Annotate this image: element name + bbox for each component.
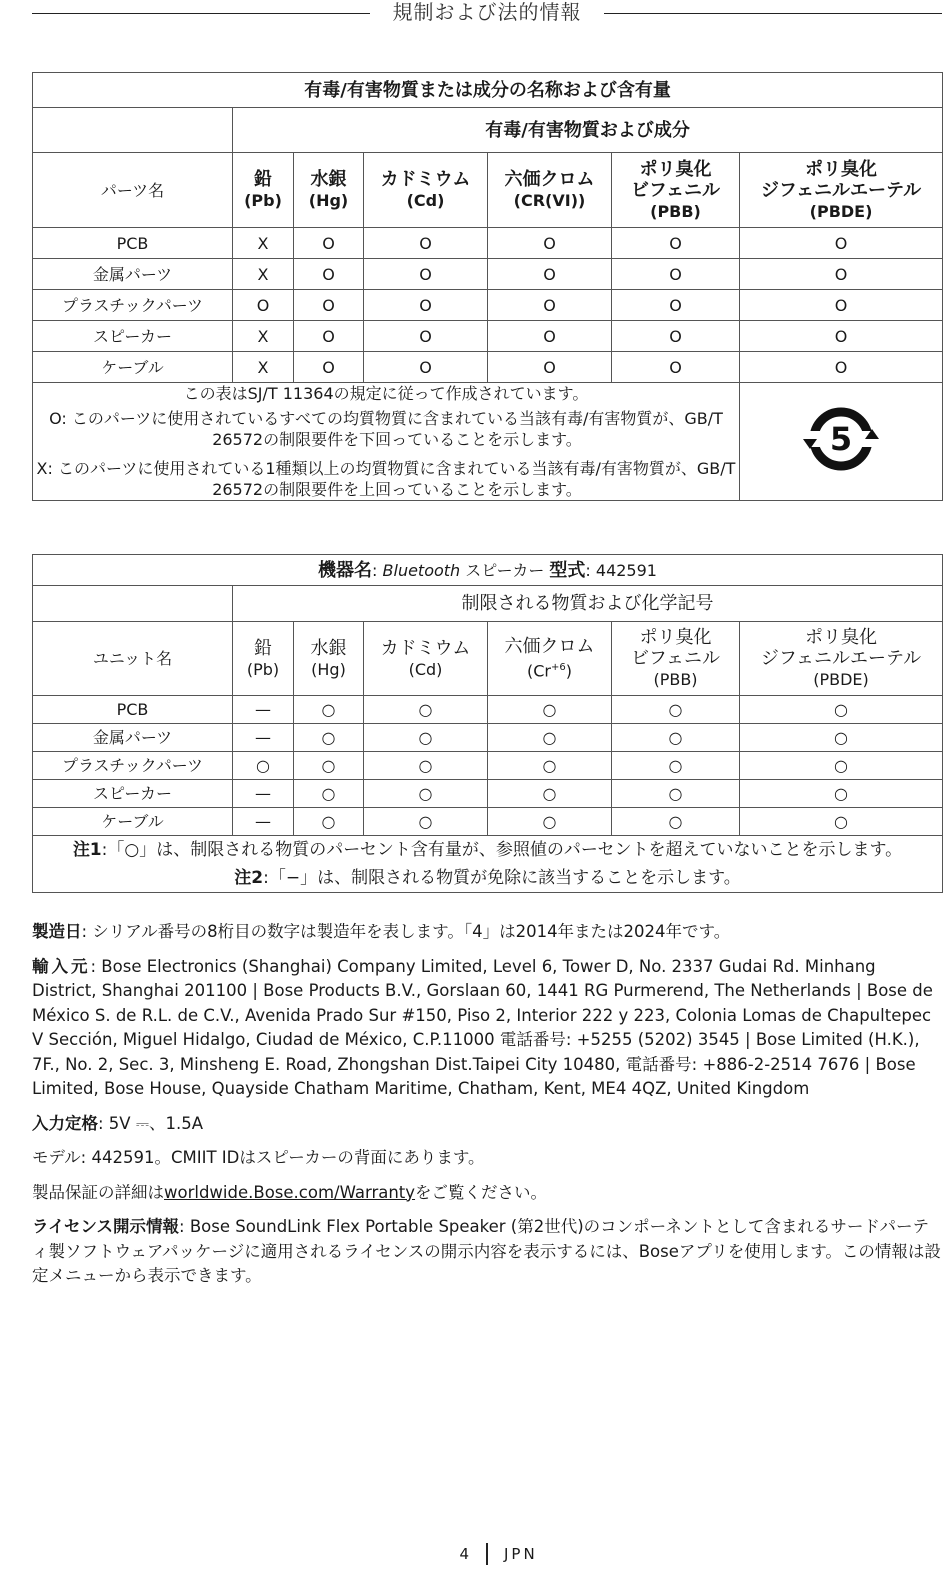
table1-cell: O <box>612 352 740 383</box>
page-title: 規制および法的情報 <box>392 0 582 24</box>
table1-col-pbde: ポリ臭化 ジフェニルエーテル (PBDE) <box>740 153 943 228</box>
table2-cell: ○ <box>612 696 740 724</box>
table1-col-cd: カドミウム (Cd) <box>364 153 488 228</box>
table1-col-pb: 鉛 (Pb) <box>233 153 294 228</box>
table2-cell: ○ <box>612 780 740 808</box>
table2-row-name: PCB <box>33 696 233 724</box>
table2-col-hg: 水銀 (Hg) <box>294 622 364 696</box>
table1-notes <box>33 383 740 501</box>
table1-col-hg: 水銀 (Hg) <box>294 153 364 228</box>
page-header <box>0 0 950 26</box>
table2-cell: ○ <box>612 724 740 752</box>
table1-cell: O <box>488 321 612 352</box>
table2-cell: ○ <box>740 724 943 752</box>
table2-cell: ○ <box>364 780 488 808</box>
table1-col-cr6: 六価クロム (CR(VI)) <box>488 153 612 228</box>
table2-col-pb: 鉛 (Pb) <box>233 622 294 696</box>
table2-row <box>33 696 943 724</box>
table1-cell: O <box>740 290 943 321</box>
eco-logo-cell <box>740 383 943 501</box>
table2-cell: ○ <box>364 696 488 724</box>
table1-row-name: スピーカー <box>33 321 233 352</box>
table1-col-pbb: ポリ臭化 ビフェニル (PBB) <box>612 153 740 228</box>
regulatory-info-text <box>32 920 942 1299</box>
table1-cell: O <box>294 321 364 352</box>
table1-cell: O <box>488 290 612 321</box>
table2-row <box>33 808 943 836</box>
page-number: 4 <box>459 1545 470 1563</box>
table1-cell: X <box>233 259 294 290</box>
table1-cell: O <box>612 259 740 290</box>
table1-row-name: 金属パーツ <box>33 259 233 290</box>
table2-cell: ○ <box>294 752 364 780</box>
table2-col-pbde: ポリ臭化 ジフェニルエーテル (PBDE) <box>740 622 943 696</box>
table1-cell: O <box>488 228 612 259</box>
table1-cell: O <box>488 259 612 290</box>
table1-cell: O <box>233 290 294 321</box>
table2-col-cd: カドミウム (Cd) <box>364 622 488 696</box>
table2-note-2: 注2:「−」は、制限される物質が免除に該当することを示します。 <box>234 868 741 888</box>
input-rating-paragraph: 入力定格: 5V ⎓、1.5A <box>32 1113 204 1133</box>
table1-cell: O <box>740 259 943 290</box>
warranty-link[interactable]: worldwide.Bose.com/Warranty <box>164 1182 416 1202</box>
license-paragraph: ライセンス開示情報: Bose SoundLink Flex Portable Speaker (第2世代)のコンポーネントとして含まれるサードパーティ製ソフトウェアパッケージに適用されるライセンスの開示内容を表示するには、Boseアプリを使用します。この情報は設定メニューから表示できます。 <box>32 1217 941 1285</box>
table2-cell: — <box>233 808 294 836</box>
table2-note-1: 注1:「○」は、制限される物質のパーセント含有量が、参照値のパーセントを超えていないことを示します。 <box>72 840 903 860</box>
table1-cell: O <box>294 290 364 321</box>
table2-cell: ○ <box>488 808 612 836</box>
table1-cell: X <box>233 321 294 352</box>
table2-cell: ○ <box>488 752 612 780</box>
table1-cell: O <box>612 228 740 259</box>
table2-row-name: ケーブル <box>33 808 233 836</box>
table1-cell: O <box>364 290 488 321</box>
table1-row-name: PCB <box>33 228 233 259</box>
table2-blank-cell <box>33 586 233 622</box>
table1-cell: O <box>612 321 740 352</box>
table1-cell: X <box>233 352 294 383</box>
table2-subheader: 制限される物質および化学記号 <box>233 586 943 622</box>
table1-row <box>33 228 943 259</box>
table2-cell: — <box>233 780 294 808</box>
header-rule-left <box>32 13 370 14</box>
table1-cell: O <box>740 321 943 352</box>
table1-cell: O <box>364 352 488 383</box>
table2-cell: ○ <box>740 752 943 780</box>
table1-cell: O <box>488 352 612 383</box>
table1-row <box>33 352 943 383</box>
table1-cell: O <box>294 259 364 290</box>
table2-cell: — <box>233 724 294 752</box>
table2-col-pbb: ポリ臭化 ビフェニル (PBB) <box>612 622 740 696</box>
table1-note-standard: この表はSJ/T 11364の規定に従って作成されています。 <box>183 384 589 403</box>
table1-cell: O <box>740 352 943 383</box>
hazardous-substances-table <box>32 72 943 501</box>
table2-device-line: 機器名: Bluetooth スピーカー 型式: 442591 <box>33 555 943 586</box>
table2-cell: ○ <box>740 696 943 724</box>
table2-cell: ○ <box>488 780 612 808</box>
table2-cell: ○ <box>294 780 364 808</box>
table1-title: 有毒/有害物質または成分の名称および含有量 <box>33 73 943 108</box>
table2-cell: ○ <box>612 752 740 780</box>
table2-row <box>33 780 943 808</box>
table2-cell: ○ <box>294 724 364 752</box>
table2-cell: ○ <box>294 808 364 836</box>
header-rule-right <box>604 13 942 14</box>
svg-text:5: 5 <box>829 420 853 458</box>
manufacture-date-paragraph: 製造日: シリアル番号の8桁目の数字は製造年を表します。「4」は2014年または2024年です。 <box>32 922 731 941</box>
table2-cell: ○ <box>364 808 488 836</box>
table1-note-o: O: このパーツに使用されているすべての均質物質に含まれている当該有毒/有害物質が、GB/T 26572の制限要件を下回っていることを示します。 <box>49 409 723 449</box>
table1-row <box>33 321 943 352</box>
table2-cell: — <box>233 696 294 724</box>
table2-cell: ○ <box>740 808 943 836</box>
table2-cell: ○ <box>294 696 364 724</box>
table1-cell: O <box>294 352 364 383</box>
table1-row <box>33 290 943 321</box>
table1-cell: O <box>740 228 943 259</box>
efup-5-icon <box>800 398 882 480</box>
model-paragraph: モデル: 442591。CMIIT IDはスピーカーの背面にあります。 <box>32 1148 485 1167</box>
table2-cell: ○ <box>233 752 294 780</box>
table1-cell: O <box>364 259 488 290</box>
table1-note-x: X: このパーツに使用されている1種類以上の均質物質に含まれている当該有毒/有害物質が、GB/T 26572の制限要件を上回っていることを示します。 <box>36 459 736 499</box>
table1-row <box>33 259 943 290</box>
table1-blank-cell <box>33 108 233 153</box>
table2-row <box>33 752 943 780</box>
table2-row-name: 金属パーツ <box>33 724 233 752</box>
table2-row-name: スピーカー <box>33 780 233 808</box>
table2-cell: ○ <box>488 696 612 724</box>
warranty-paragraph: 製品保証の詳細はworldwide.Bose.com/Warrantyをご覧ください。 <box>32 1182 548 1202</box>
table2-notes <box>33 836 943 893</box>
table1-part-col-header: パーツ名 <box>33 153 233 228</box>
table1-cell: O <box>294 228 364 259</box>
table1-subheader: 有毒/有害物質および成分 <box>233 108 943 153</box>
table2-col-cr6: 六価クロム $(Cr^{+6})$ <box>488 622 612 696</box>
importer-paragraph: 輸入元: Bose Electronics (Shanghai) Company Limited, Level 6, Tower D, No. 2337 Gudai Rd. Minhang District, Shanghai 201100 | Bose Products B.V., Gorslaan 60, 1441 RG Purmerend, The Netherlands | Bose de México S. de R.L. de C.V., Avenida Prado Sur #150, Piso 2, Interior 222 y 223, Colonia Lomas de Chapultepec V Sección, Miguel Hidalgo, Ciudad de México, C.P.11000 電話番号: +5255 (5202) 3545 | Bose Limited (H.K.), 7F., No. 2, Sec. 3, Minsheng E. Road, Zhongshan Dist.Taipei City 10480, 電話番号: +886-2-2514 7676 | Bose Limited, Bose House, Quayside Chatham Maritime, Chatham, Kent, ME4 4QZ, United Kingdom <box>32 956 933 1098</box>
footer-divider <box>486 1543 488 1565</box>
table2-cell: ○ <box>364 752 488 780</box>
table2-unit-col-header: ユニット名 <box>33 622 233 696</box>
table1-row-name: ケーブル <box>33 352 233 383</box>
table2-row <box>33 724 943 752</box>
table2-cell: ○ <box>612 808 740 836</box>
table1-row-name: プラスチックパーツ <box>33 290 233 321</box>
table2-cell: ○ <box>488 724 612 752</box>
table2-cell: ○ <box>364 724 488 752</box>
table2-cell: ○ <box>740 780 943 808</box>
language-code: JPN <box>504 1545 538 1563</box>
restricted-substances-table <box>32 554 943 893</box>
table1-cell: O <box>364 321 488 352</box>
table1-cell: O <box>612 290 740 321</box>
table2-row-name: プラスチックパーツ <box>33 752 233 780</box>
table1-cell: O <box>364 228 488 259</box>
page-footer <box>0 1543 950 1567</box>
table1-cell: X <box>233 228 294 259</box>
